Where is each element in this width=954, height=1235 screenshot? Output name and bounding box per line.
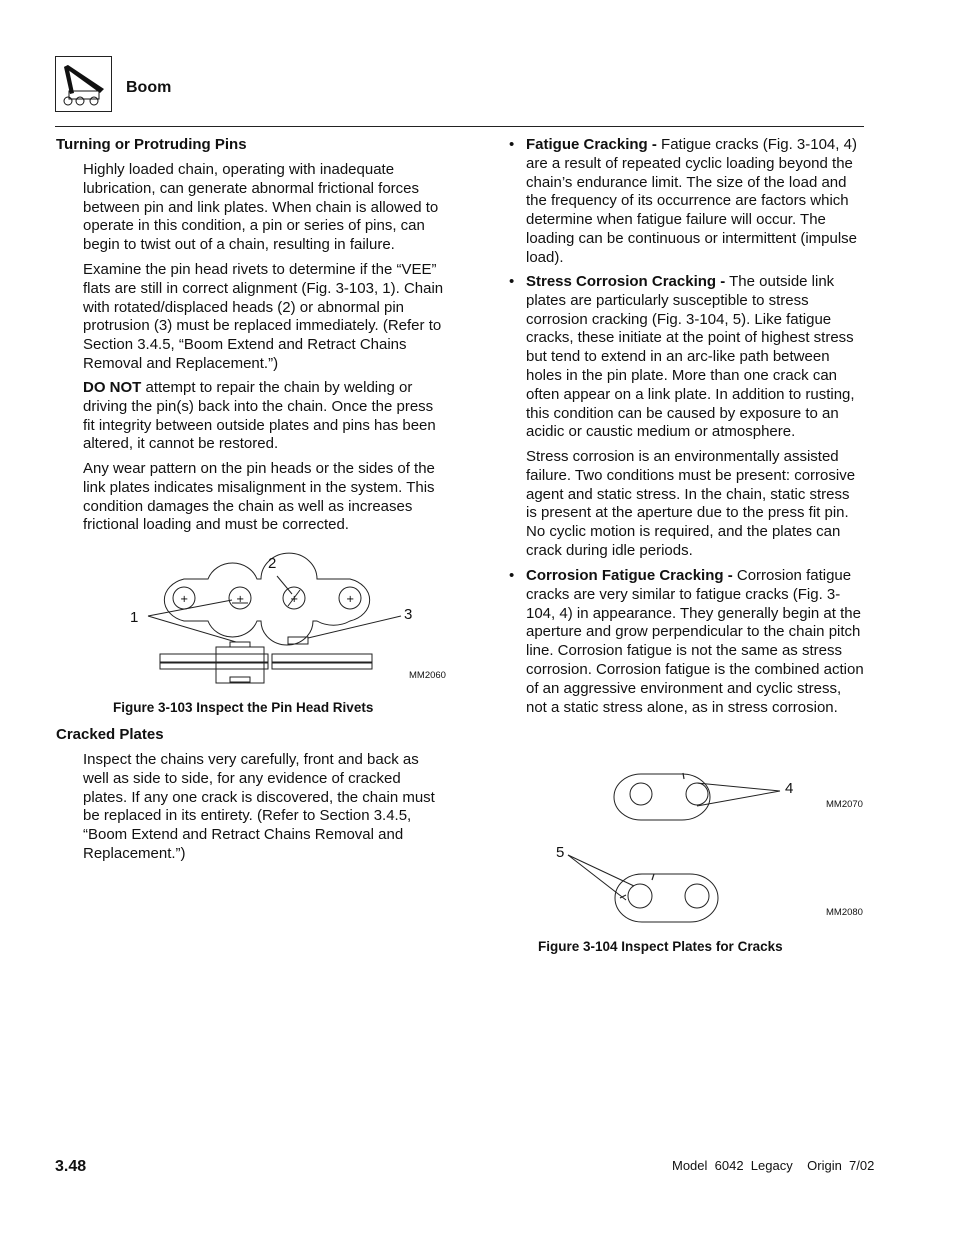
do-not-text: attempt to repair the chain by welding or driving the pin(s) back into the chain. Once the press fit integrity between outside plates and pins has been altered, it cannot be restored. bbox=[83, 379, 436, 453]
figure-code-mm2060: MM2060 bbox=[409, 670, 446, 681]
cracked-plates-diagram bbox=[550, 760, 870, 930]
boom-logo bbox=[55, 56, 112, 112]
svg-text:+: + bbox=[236, 594, 245, 605]
stress-corrosion-text: The outside link plates are particularly susceptible to stress corrosion cracking (Fig. 3-104, 5). Like fatigue cracks, these initiate at the point of highest stress but tend to extend in an arc-like path between holes in the pin plate. More than one crack can often appear on a link plate. In addition to rusting, this condition can be caused by exposure to an acidic or caustic medium or atmosphere. bbox=[526, 273, 855, 441]
figure-3-103 bbox=[120, 550, 460, 690]
header-rule bbox=[55, 126, 864, 127]
caption-figure-3-103: Figure 3-103 Inspect the Pin Head Rivets bbox=[113, 700, 374, 715]
caption-figure-3-104: Figure 3-104 Inspect Plates for Cracks bbox=[538, 939, 783, 954]
callout-1: 1 bbox=[130, 609, 139, 626]
heading-cracked-plates: Cracked Plates bbox=[56, 726, 164, 743]
callout-5: 5 bbox=[556, 844, 565, 861]
fatigue-cracking-label: Fatigue Cracking - bbox=[526, 136, 657, 153]
bullet-marker: • bbox=[509, 567, 515, 584]
stress-corrosion-label: Stress Corrosion Cracking - bbox=[526, 273, 726, 290]
paragraph-wear-pattern: Any wear pattern on the pin heads or the sides of the link plates indicates misalignment in the system. This condition damages the chain as well as increases frictional loading and must be corrected. bbox=[83, 460, 435, 534]
bullet-marker: • bbox=[509, 273, 515, 290]
figure-code-mm2080: MM2080 bbox=[826, 907, 863, 918]
corrosion-fatigue-label: Corrosion Fatigue Cracking - bbox=[526, 567, 733, 584]
paragraph-stress-corrosion bbox=[526, 273, 864, 442]
paragraph-lubrication: Highly loaded chain, operating with inadequate lubrication, can generate abnormal frictional forces between pin and link plates. When chain is allowed to operate in this condition, a pin or series of pins, can begin to twist out of a chain, resulting in failure. bbox=[83, 161, 439, 254]
paragraph-stress-environment: Stress corrosion is an environmentally assisted failure. Two conditions must be present: corrosive agent and static stress. In the chain, static stress is present at the aperture due to the press fit pin. No cyclic motion is required, and the plates can crack during idle periods. bbox=[526, 448, 856, 559]
svg-text:+: + bbox=[290, 594, 299, 605]
paragraph-fatigue-cracking bbox=[526, 136, 864, 268]
callout-4: 4 bbox=[785, 780, 794, 797]
paragraph-inspect-chains: Inspect the chains very carefully, front and back as well as side to side, for any evidence of cracked plates. If any one crack is discovered, the chain must be replaced in its entirety. (Refer to Section 3.4.5, “Boom Extend and Retract Chains Removal and Replacement.”) bbox=[83, 751, 435, 862]
bullet-marker: • bbox=[509, 136, 515, 153]
section-title: Boom bbox=[126, 79, 172, 96]
figure-code-mm2070: MM2070 bbox=[826, 799, 863, 810]
boom-machine-icon bbox=[56, 57, 111, 111]
figure-3-104 bbox=[550, 760, 870, 930]
do-not-emphasis: DO NOT bbox=[83, 379, 142, 396]
paragraph-do-not bbox=[83, 379, 445, 454]
svg-text:+: + bbox=[180, 594, 189, 605]
paragraph-corrosion-fatigue bbox=[526, 567, 864, 717]
callout-3: 3 bbox=[404, 606, 413, 623]
corrosion-fatigue-text: Corrosion fatigue cracks are very similar to fatigue cracks (Fig. 3-104, 4) in appearance. They generally begin at the aperture and grow perpendicular to the chain pitch line. Corrosion fatigue is not the same as stress corrosion. Corrosion fatigue is the combined action of an aggressive environment and cyclic stress, not a static stress alone, as in stress corrosion. bbox=[526, 567, 864, 716]
fatigue-cracking-text: Fatigue cracks (Fig. 3-104, 4) are a result of repeated cyclic loading beyond the chain’s endurance limit. The size of the load and the frequency of its occurrence are factors which determine when fatigue failure will occur. The loading can be continuous or intermittent (impulse load). bbox=[526, 136, 858, 266]
model-info: Model 6042 Legacy Origin 7/02 bbox=[672, 1158, 875, 1173]
paragraph-examine-rivets: Examine the pin head rivets to determine if the “VEE” flats are still in correct alignment (Fig. 3-103, 1). Chain with rotated/displaced heads (2) or abnormal pin protrusion (3) must be replaced immediately. (Refer to Section 3.4.5, “Boom Extend and Retract Chains Removal and Replacement.”) bbox=[83, 261, 444, 372]
page-number: 3.48 bbox=[55, 1158, 87, 1175]
heading-turning-pins: Turning or Protruding Pins bbox=[56, 136, 247, 153]
svg-text:+: + bbox=[346, 594, 355, 605]
callout-2: 2 bbox=[268, 555, 277, 572]
